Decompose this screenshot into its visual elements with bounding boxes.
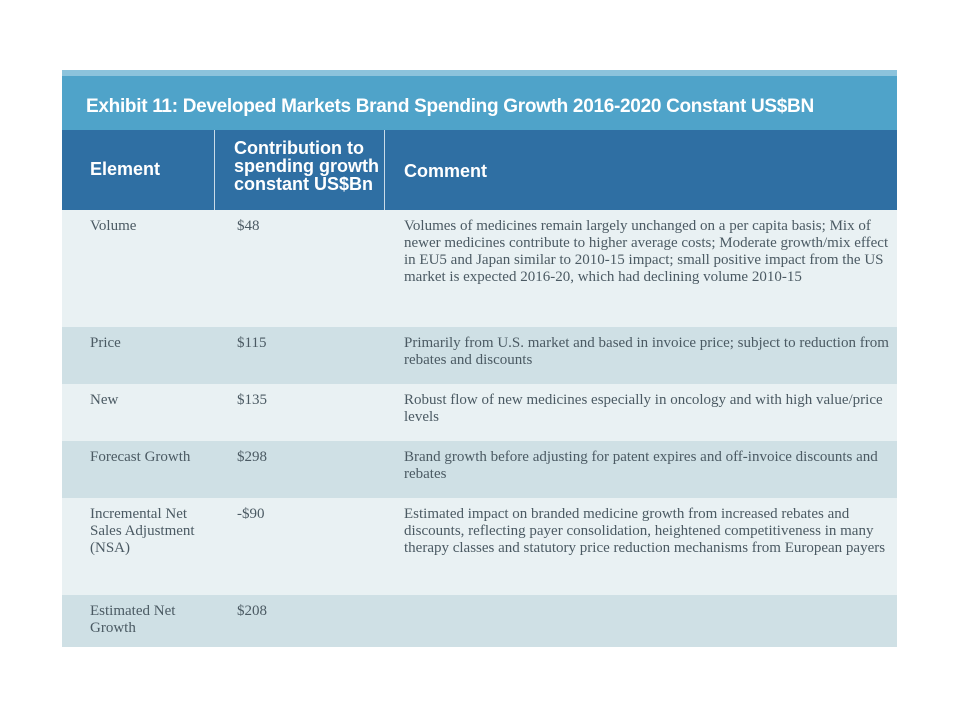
header-comment: Comment [404,161,488,181]
table-row-volume [62,210,897,327]
row-element: Volume [90,218,137,234]
row-comment: Estimated impact on branded medicine growth from increased rebates and discounts, reflecting payer consolidation, heightened competitiveness in many therapy classes and statutory price reduction mechanisms from European payers [404,506,886,556]
row-comment: Volumes of medicines remain largely unchanged on a per capita basis; Mix of newer medicines contribute to higher average costs; Moderate growth/mix effect in EU5 and Japan similar to 2010-15 impact; small positive impact from the US market is expected 2016-20, which had declining volume 2010-15 [404,218,889,285]
row-value: -$90 [237,506,265,522]
exhibit-title-bar [62,70,897,130]
row-value: $298 [237,449,267,465]
table-row-new [62,384,897,441]
row-value: $115 [237,335,267,351]
header-divider [384,130,385,210]
table-header-row [62,130,897,210]
table-row-price [62,327,897,384]
exhibit-title: Exhibit 11: Developed Markets Brand Spending Growth 2016-2020 Constant US$BN [86,96,814,117]
table-row-incremental-nsa [62,498,897,595]
row-value: $48 [237,218,260,234]
row-comment: Brand growth before adjusting for patent expires and off-invoice discounts and rebates [404,449,878,482]
table-row-forecast-growth [62,441,897,498]
row-element: Estimated Net Growth [90,603,176,636]
header-divider [214,130,215,210]
header-element: Element [90,159,161,179]
header-contribution: Contribution to spending growth constant US$Bn [234,138,379,194]
row-value: $135 [237,392,267,408]
row-value: $208 [237,603,267,619]
row-comment: Robust flow of new medicines especially in oncology and with high value/price levels [404,392,883,425]
table-body [62,210,897,647]
scanned-exhibit [62,70,897,647]
row-element: New [90,392,119,408]
row-element: Price [90,335,121,351]
row-element: Forecast Growth [90,449,191,465]
table-row-estimated-net-growth [62,595,897,647]
row-element: Incremental Net Sales Adjustment (NSA) [90,506,195,556]
row-comment: Primarily from U.S. market and based in invoice price; subject to reduction from rebates and discounts [404,335,889,368]
